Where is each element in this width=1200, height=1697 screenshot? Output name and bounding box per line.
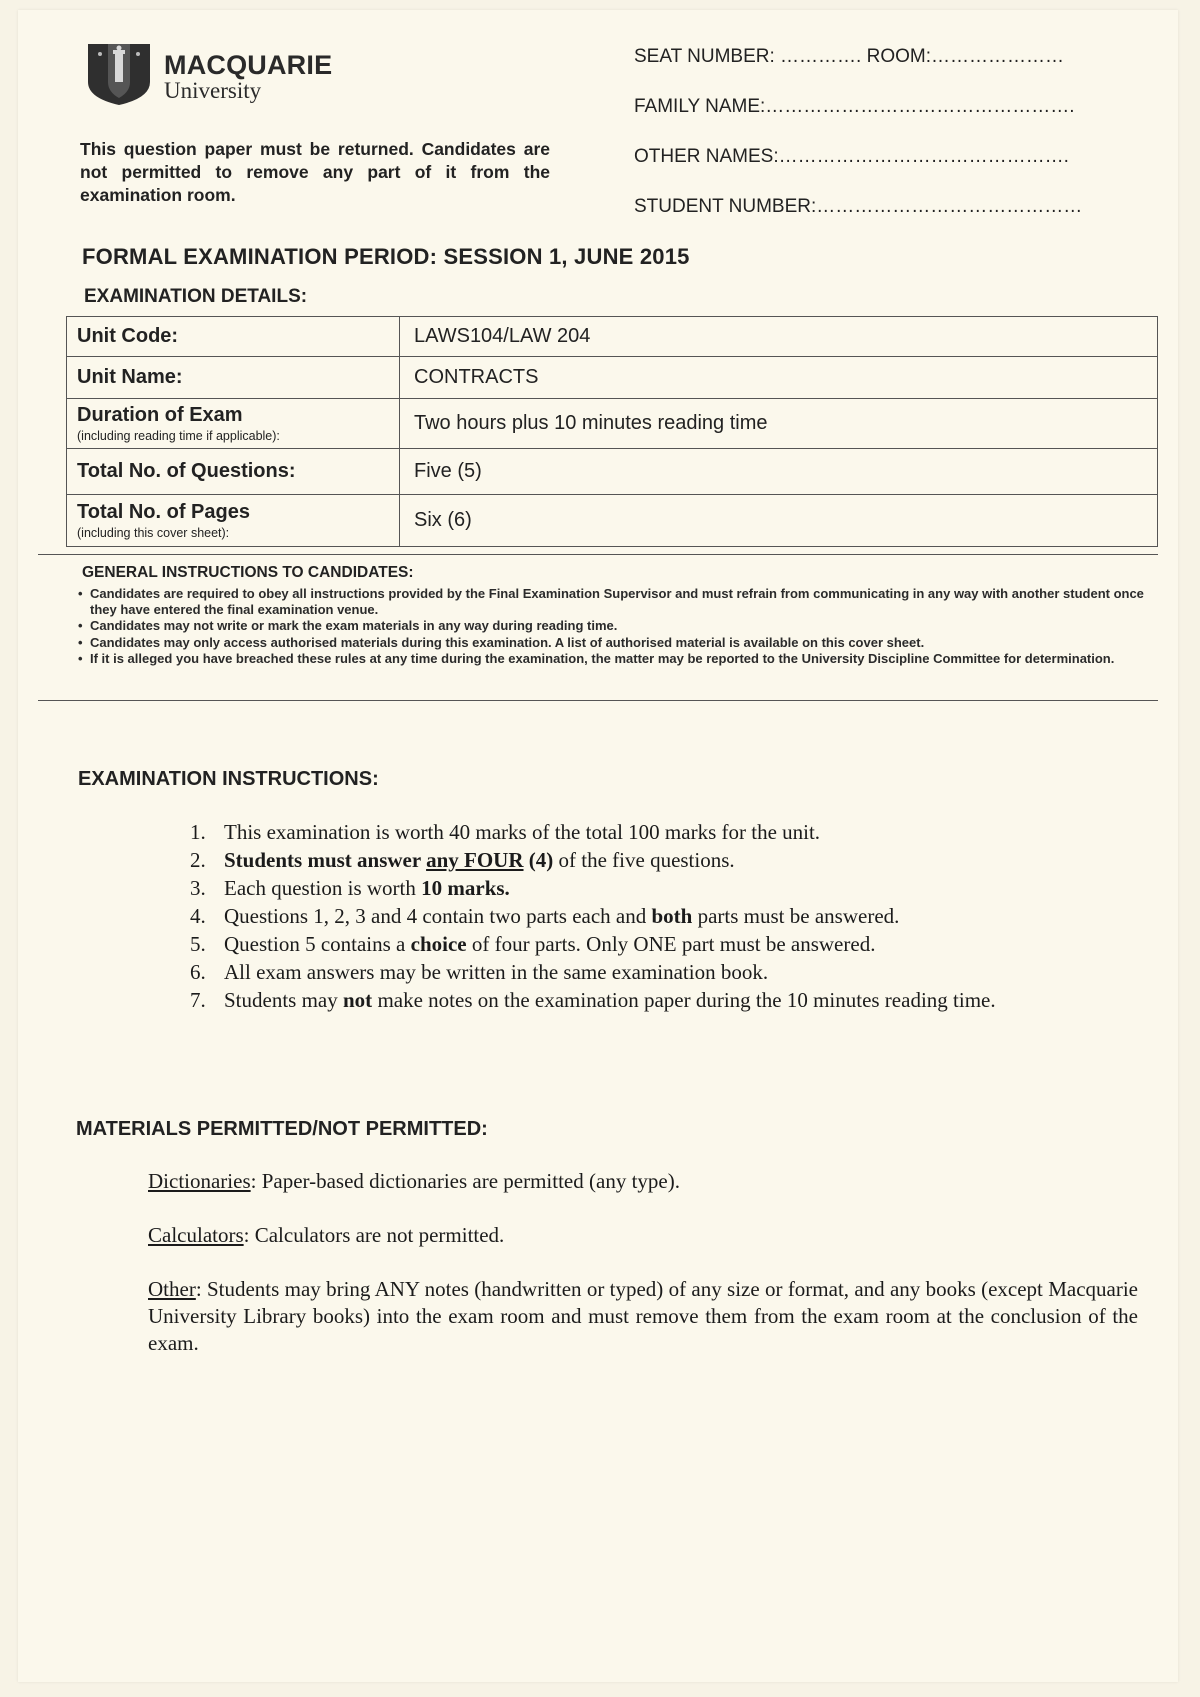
unit-name-key: Unit Name: — [67, 357, 400, 399]
general-instruction-text: Candidates may only access authorised materials during this examination. A list of authorised material is available on this cover sheet. — [90, 634, 925, 650]
list-item — [186, 902, 1136, 930]
dictionaries-label: Dictionaries — [148, 1169, 251, 1193]
examination-details-table — [66, 316, 1158, 547]
examination-instructions-heading: EXAMINATION INSTRUCTIONS: — [78, 768, 379, 790]
general-instruction-text: If it is alleged you have breached these rules at any time during the examination, the matter may be reported to the University Discipline Committee for determination. — [90, 651, 1115, 666]
item-number: 7. — [190, 988, 206, 1012]
table-row — [67, 495, 1158, 547]
list-item: • If it is alleged you have breached these rules at any time during the examination, the matter may be reported to the University Discipline Committee for determination. — [78, 651, 1115, 666]
instruction-text: of four parts. Only ONE part must be answered. — [466, 932, 876, 956]
list-item — [186, 986, 1136, 1014]
family-name-field[interactable]: FAMILY NAME:…………………………………………. — [634, 96, 1075, 117]
unit-name-value: CONTRACTS — [400, 357, 1158, 399]
list-item — [186, 846, 1136, 874]
return-note: This question paper must be returned. Candidates are not permitted to remove any part of it from the examination room. — [80, 139, 550, 205]
general-instructions-heading: GENERAL INSTRUCTIONS TO CANDIDATES: — [82, 564, 414, 581]
general-instructions-list — [78, 586, 1152, 668]
unit-code-key: Unit Code: — [67, 317, 400, 357]
details-heading: EXAMINATION DETAILS: — [84, 286, 308, 307]
instruction-text: parts must be answered. — [692, 904, 900, 928]
list-item: • Candidates are required to obey all instructions provided by the Final Examination Supervisor and must refrain from communicating in any way with another student once they have entered the final examination venue. — [78, 586, 1144, 617]
item-number: 4. — [190, 904, 206, 928]
examination-instructions-list — [186, 818, 1136, 1014]
item-number: 5. — [190, 932, 206, 956]
divider — [38, 700, 1158, 701]
instruction-text: Questions 1, 2, 3 and 4 contain two parts each and — [224, 904, 652, 928]
instruction-text: Students may — [224, 988, 343, 1012]
dictionaries-paragraph — [148, 1168, 1138, 1195]
instruction-text: (4) — [523, 848, 554, 872]
logo-sub: University — [164, 78, 262, 103]
instruction-emphasis: not — [343, 988, 373, 1012]
general-instruction-text: Candidates are required to obey all instructions provided by the Final Examination Supervisor and must refrain from communicating in any way with another student once they have entered the final examination venue. — [90, 586, 1144, 617]
item-number: 1. — [190, 820, 206, 844]
general-instruction-text: Candidates may not write or mark the exam materials in any way during reading time. — [90, 618, 618, 633]
total-questions-value: Five (5) — [400, 449, 1158, 495]
other-text: : Students may bring ANY notes (handwritten or typed) of any size or format, and any books (except Macquarie University Library books) into the exam room and must remove them from the exam room at the conclusion of the exam. — [148, 1277, 1138, 1355]
item-number: 3. — [190, 876, 206, 900]
table-row — [67, 357, 1158, 399]
list-item — [186, 958, 1136, 986]
instruction-text: make notes on the examination paper during the 10 minutes reading time. — [372, 988, 996, 1012]
total-questions-key: Total No. of Questions: — [67, 449, 400, 495]
list-item — [186, 930, 1136, 958]
other-names-field[interactable]: OTHER NAMES:………………………………………. — [634, 146, 1069, 167]
list-item — [186, 874, 1136, 902]
other-label: Other — [148, 1277, 196, 1301]
duration-key — [67, 399, 400, 449]
exam-cover-sheet — [18, 10, 1178, 1682]
instruction-text: Each question is worth — [224, 876, 422, 900]
total-pages-key-label: Total No. of Pages — [77, 501, 250, 523]
duration-key-label: Duration of Exam — [77, 404, 243, 426]
total-pages-key-sub: (including this cover sheet): — [77, 526, 230, 540]
instruction-emphasis: 10 marks. — [421, 876, 510, 900]
instruction-emphasis: both — [651, 904, 693, 928]
dictionaries-text: : Paper-based dictionaries are permitted (any type). — [250, 1169, 680, 1193]
instruction-text: This examination is worth 40 marks of the total 100 marks for the unit. — [224, 820, 821, 844]
instruction-emphasis: any FOUR — [426, 848, 524, 872]
total-pages-value: Six (6) — [400, 495, 1158, 547]
unit-code-value: LAWS104/LAW 204 — [400, 317, 1158, 357]
instruction-emphasis: choice — [410, 932, 467, 956]
total-pages-key — [67, 495, 400, 547]
calculators-label: Calculators — [148, 1223, 244, 1247]
divider — [38, 554, 1158, 555]
table-row — [67, 317, 1158, 357]
list-item: • Candidates may not write or mark the exam materials in any way during reading time. — [78, 618, 618, 633]
calculators-paragraph — [148, 1222, 1138, 1249]
duration-key-sub: (including reading time if applicable): — [77, 429, 280, 443]
list-item: • Candidates may only access authorised materials during this examination. A list of authorised material is available on this cover sheet. — [78, 634, 925, 650]
materials-heading: MATERIALS PERMITTED/NOT PERMITTED: — [76, 1118, 488, 1140]
instruction-text: of the five questions. — [553, 848, 735, 872]
calculators-text: : Calculators are not permitted. — [243, 1223, 505, 1247]
duration-value: Two hours plus 10 minutes reading time — [400, 399, 1158, 449]
macquarie-logo — [86, 42, 336, 106]
instruction-text: All exam answers may be written in the same examination book. — [224, 960, 769, 984]
logo-name: MACQUARIE — [164, 50, 333, 80]
item-number: 6. — [190, 960, 206, 984]
shield-lighthouse-icon — [86, 42, 152, 106]
exam-period-title: FORMAL EXAMINATION PERIOD: SESSION 1, JUNE 2015 — [82, 244, 690, 269]
student-number-field[interactable]: STUDENT NUMBER:…………………………………… — [634, 196, 1083, 217]
other-paragraph — [148, 1276, 1138, 1357]
item-number: 2. — [190, 848, 206, 872]
instruction-text: Question 5 contains a — [224, 932, 411, 956]
table-row — [67, 449, 1158, 495]
seat-room-field[interactable]: SEAT NUMBER: …………. ROOM:………………… — [634, 46, 1064, 67]
instruction-text: Students must answer — [224, 848, 427, 872]
list-item — [186, 818, 1136, 846]
table-row — [67, 399, 1158, 449]
